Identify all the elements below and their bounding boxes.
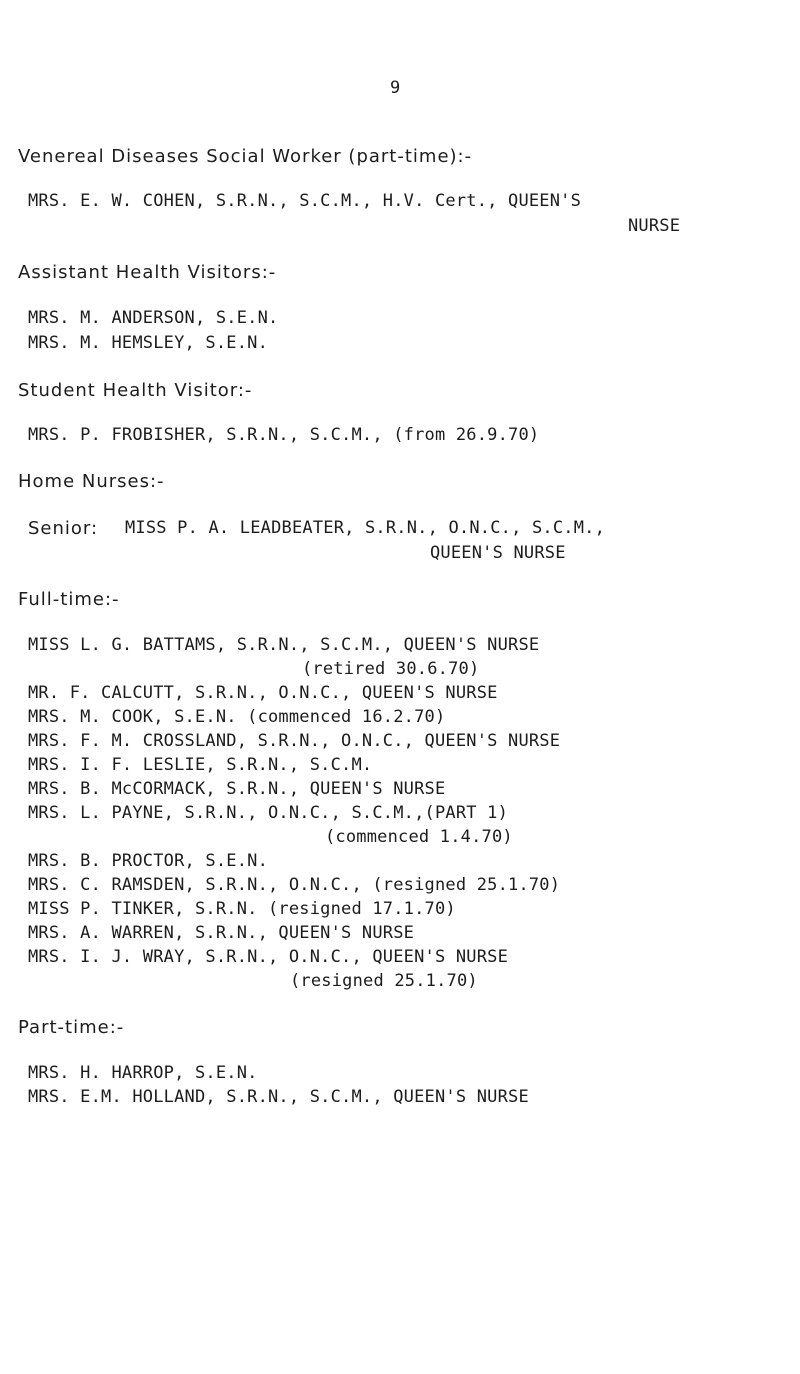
- staff-line: MISS P. TINKER, S.R.N. (resigned 17.1.70): [28, 899, 456, 919]
- staff-line-note: (commenced 1.4.70): [325, 827, 513, 847]
- staff-line: MRS. C. RAMSDEN, S.R.N., O.N.C., (resigned 25.1.70): [28, 875, 561, 895]
- staff-line-continuation: QUEEN'S NURSE: [430, 543, 566, 563]
- heading-student-health-visitor: Student Health Visitor:-: [18, 380, 253, 401]
- staff-line: MRS. E. W. COHEN, S.R.N., S.C.M., H.V. Cert., QUEEN'S: [28, 191, 582, 211]
- staff-line: MISS P. A. LEADBEATER, S.R.N., O.N.C., S.C.M.,: [125, 518, 606, 538]
- staff-line: MRS. F. M. CROSSLAND, S.R.N., O.N.C., QUEEN'S NURSE: [28, 731, 561, 751]
- staff-line: MR. F. CALCUTT, S.R.N., O.N.C., QUEEN'S NURSE: [28, 683, 498, 703]
- staff-line: MRS. A. WARREN, S.R.N., QUEEN'S NURSE: [28, 923, 415, 943]
- senior-label: Senior:: [28, 518, 99, 539]
- staff-line: MRS. E.M. HOLLAND, S.R.N., S.C.M., QUEEN'S NURSE: [28, 1087, 529, 1107]
- staff-line: MRS. I. F. LESLIE, S.R.N., S.C.M.: [28, 755, 373, 775]
- page-number: 9: [390, 78, 401, 98]
- staff-line: MRS. I. J. WRAY, S.R.N., O.N.C., QUEEN'S NURSE: [28, 947, 509, 967]
- heading-home-nurses: Home Nurses:-: [18, 471, 165, 492]
- staff-line-continuation: NURSE: [628, 216, 681, 236]
- staff-line: MRS. B. McCORMACK, S.R.N., QUEEN'S NURSE: [28, 779, 446, 799]
- staff-line: MRS. M. ANDERSON, S.E.N.: [28, 308, 279, 328]
- staff-line: MRS. B. PROCTOR, S.E.N.: [28, 851, 269, 871]
- staff-line: MRS. M. HEMSLEY, S.E.N.: [28, 333, 269, 353]
- staff-line-note: (retired 30.6.70): [302, 659, 480, 679]
- staff-line-note: (resigned 25.1.70): [290, 971, 478, 991]
- heading-vd-social-worker: Venereal Diseases Social Worker (part-time):-: [18, 146, 473, 167]
- staff-line: MISS L. G. BATTAMS, S.R.N., S.C.M., QUEEN'S NURSE: [28, 635, 540, 655]
- staff-line: MRS. L. PAYNE, S.R.N., O.N.C., S.C.M.,(PART 1): [28, 803, 509, 823]
- heading-part-time: Part-time:-: [18, 1017, 125, 1038]
- staff-line: MRS. P. FROBISHER, S.R.N., S.C.M., (from 26.9.70): [28, 425, 540, 445]
- staff-line: MRS. M. COOK, S.E.N. (commenced 16.2.70): [28, 707, 446, 727]
- heading-full-time: Full-time:-: [18, 589, 120, 610]
- heading-assistant-health-visitors: Assistant Health Visitors:-: [18, 262, 277, 283]
- staff-line: MRS. H. HARROP, S.E.N.: [28, 1063, 258, 1083]
